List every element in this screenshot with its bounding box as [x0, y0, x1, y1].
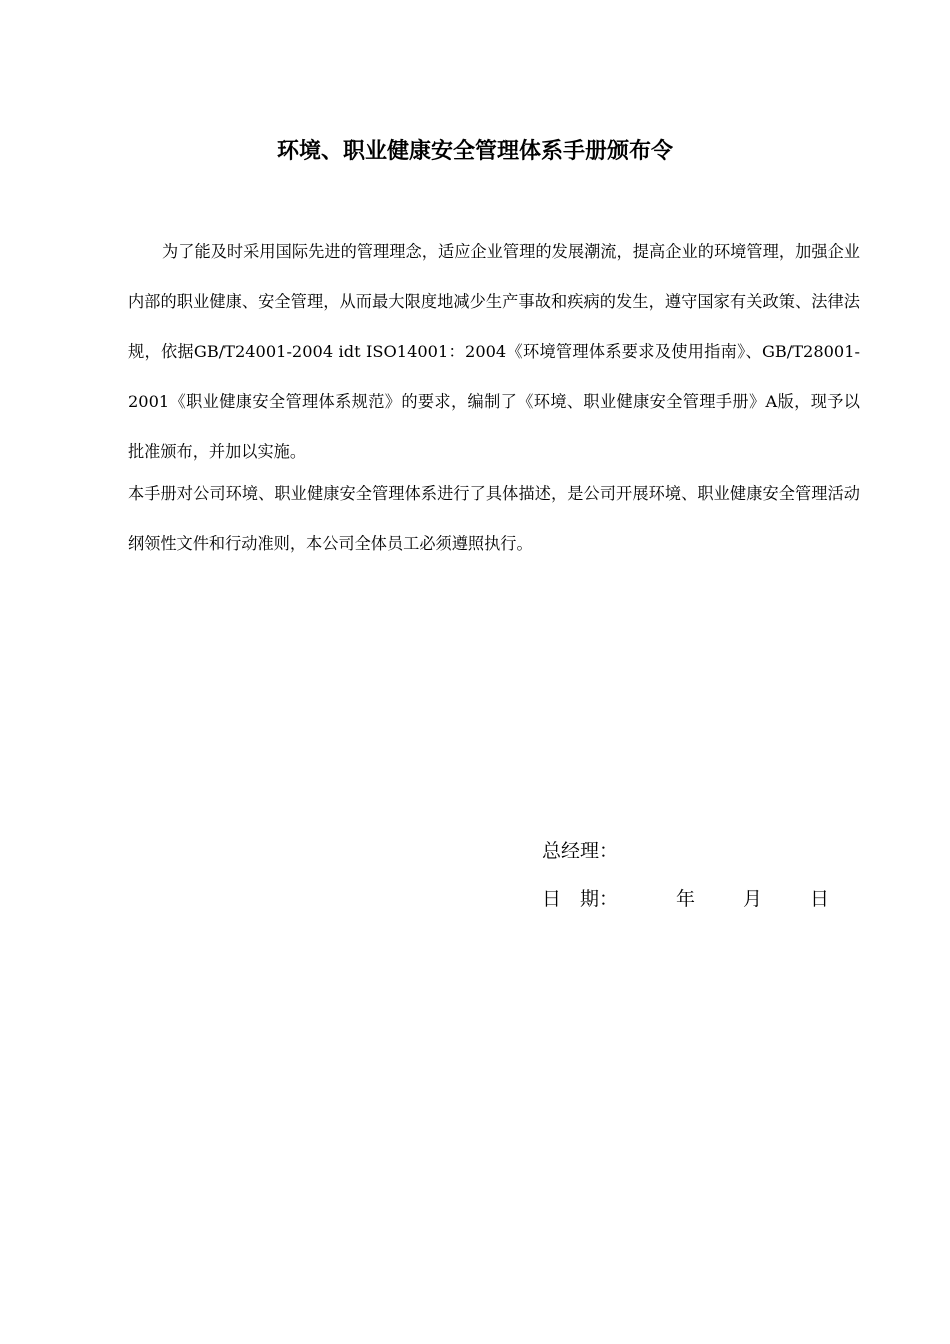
paragraph-scope: 本手册对公司环境、职业健康安全管理体系进行了具体描述，是公司开展环境、职业健康安全管理活动纲领性文件和行动准则，本公司全体员工必须遵照执行。	[128, 484, 860, 553]
year-label: 年	[676, 888, 696, 910]
date-line	[542, 882, 829, 916]
signature-block	[542, 834, 829, 930]
month-label: 月	[743, 888, 763, 910]
document-body	[128, 227, 860, 569]
paragraph-decree: 为了能及时采用国际先进的管理理念，适应企业管理的发展潮流，提高企业的环境管理，加强企业内部的职业健康、安全管理，从而最大限度地减少生产事故和疾病的发生，遵守国家有关政策、法律法规，依据GB/T24001-2004 idt ISO14001：2004《环境管理体系要求及使用指南》、GB/T28001-2001《职业健康安全管理体系规范》的要求，编制了《环境、职业健康安全管理手册》A版，现予以批准颁布，并加以实施。	[128, 242, 860, 461]
manager-label: 总经理：	[542, 840, 619, 862]
day-label: 日	[810, 888, 830, 910]
document-title: 环境、职业健康安全管理体系手册颁布令	[276, 139, 673, 164]
date-label: 日 期：	[542, 888, 619, 910]
manager-line	[542, 834, 829, 868]
